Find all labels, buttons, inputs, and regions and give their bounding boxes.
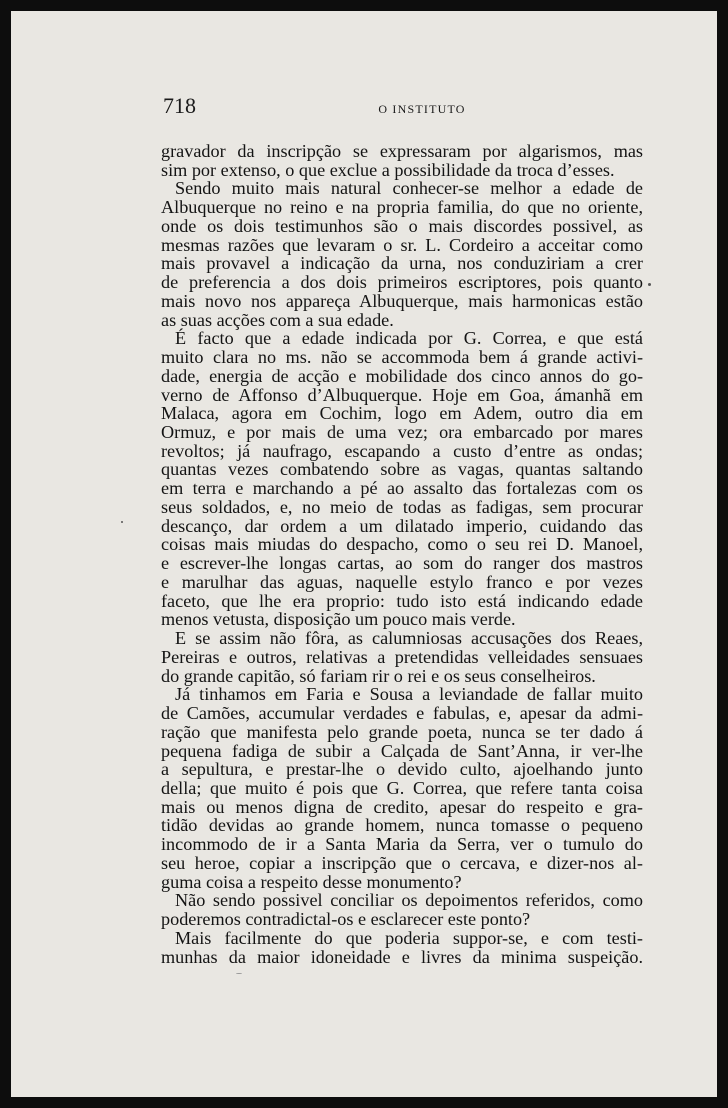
text-line: verno de Affonso d’Albuquerque. Hoje em Goa, ámanhã em <box>161 384 643 405</box>
running-head: O INSTITUTO <box>378 102 466 116</box>
text-line: Pereiras e outros, relativas a pretendidas velleidades sensuaes <box>161 646 643 667</box>
text-line: faceto, que lhe era proprio: tudo isto está indicando edade <box>161 590 643 611</box>
text-line: onde os dois testimunhos são o mais discordes possivel, as <box>161 215 643 236</box>
text-line: tidão devidas ao grande homem, nunca tomasse o pequeno <box>161 815 643 836</box>
text-line: mais provavel a indicação da urna, nos conduziriam a crer <box>161 253 643 274</box>
text-line: munhas da maior idoneidade e livres da minima suspeição. <box>161 946 643 967</box>
text-line: revoltos; já naufrago, escapando a custo d’entre as ondas; <box>161 440 643 461</box>
text-line: e escrever-lhe longas cartas, ao som do ranger dos mastros <box>161 553 643 574</box>
text-line: guma coisa a respeito desse monumento? <box>161 871 462 892</box>
text-line: mais novo nos appareça Albuquerque, mais harmonicas estão <box>161 290 643 311</box>
paper-speck <box>648 283 651 286</box>
text-line: Ormuz, e por mais de uma vez; ora embarcado por mares <box>161 422 643 443</box>
page-number: 718 <box>163 93 196 118</box>
text-line: ração que manifesta pelo grande poeta, nunca se ter dado á <box>161 721 643 742</box>
text-line: de preferencia a dos dois primeiros escriptores, pois quanto <box>161 272 643 293</box>
text-line: de Camões, accumular verdades e fabulas, e, apesar da admi- <box>161 703 643 724</box>
paper-speck <box>236 973 242 974</box>
text-line: em terra e marchando a pé ao assalto das fortalezas com os <box>161 478 643 499</box>
text-line: seu heroe, copiar a inscripção que o cercava, e dizer-nos al- <box>161 852 643 873</box>
body-text <box>161 142 643 966</box>
text-line: Não sendo possivel conciliar os depoimentos referidos, como <box>175 890 643 911</box>
text-line: mais ou menos digna de credito, apesar do respeito e gra- <box>161 796 643 817</box>
text-line: quantas vezes combatendo sobre as vagas, quantas saltando <box>161 459 643 480</box>
text-line: do grande capitão, só fariam rir o rei e os seus conselheiros. <box>161 665 596 686</box>
book-page <box>11 11 717 1097</box>
text-line: Sendo muito mais natural conhecer-se melhor a edade de <box>175 178 643 199</box>
text-line: poderemos contradictal-os e esclarecer este ponto? <box>161 909 531 930</box>
text-line: dade, energia de acção e mobilidade dos cinco annos do go- <box>161 365 643 386</box>
page-header <box>163 95 651 121</box>
text-line: Mais facilmente do que poderia suppor-se, e com testi- <box>175 927 643 948</box>
text-line: sim por extenso, o que exclue a possibilidade da troca d’esses. <box>161 159 615 180</box>
paper-speck <box>121 521 123 523</box>
text-line: menos vetusta, disposição um pouco mais verde. <box>161 609 516 630</box>
text-line: e marulhar das aguas, naquelle estylo franco e por vezes <box>161 571 643 592</box>
text-line: Já tinhamos em Faria e Sousa a leviandade de fallar muito <box>175 684 643 705</box>
text-line: Albuquerque no reino e na propria familia, do que no oriente, <box>161 197 643 218</box>
text-line: É facto que a edade indicada por G. Correa, e que está <box>175 328 643 349</box>
text-line: della; que muito é pois que G. Correa, que refere tanta coisa <box>161 777 643 798</box>
text-line: gravador da inscripção se expressaram por algarismos, mas <box>161 141 643 161</box>
text-line: E se assim não fôra, as calumniosas accusações dos Reaes, <box>175 628 643 649</box>
text-line: a sepultura, e prestar-lhe o devido culto, ajoelhando junto <box>161 759 643 780</box>
text-line: seus soldados, e, no meio de todas as fadigas, sem procurar <box>161 496 643 517</box>
text-line: descanço, dar ordem a um dilatado imperio, cuidando das <box>161 515 643 536</box>
text-line: mesmas razões que levaram o sr. L. Cordeiro a acceitar como <box>161 234 643 255</box>
text-line: incommodo de ir a Santa Maria da Serra, ver o tumulo do <box>161 834 643 855</box>
text-line: coisas mais miudas do despacho, como o seu rei D. Manoel, <box>161 534 643 555</box>
text-line: pequena fadiga de subir a Calçada de Sant’Anna, ir ver-lhe <box>161 740 643 761</box>
text-line: Malaca, agora em Cochim, logo em Adem, outro dia em <box>161 403 643 424</box>
text-line: muito clara no ms. não se accommoda bem á grande activi- <box>161 347 643 368</box>
text-line: as suas acções com a sua edade. <box>161 309 394 330</box>
